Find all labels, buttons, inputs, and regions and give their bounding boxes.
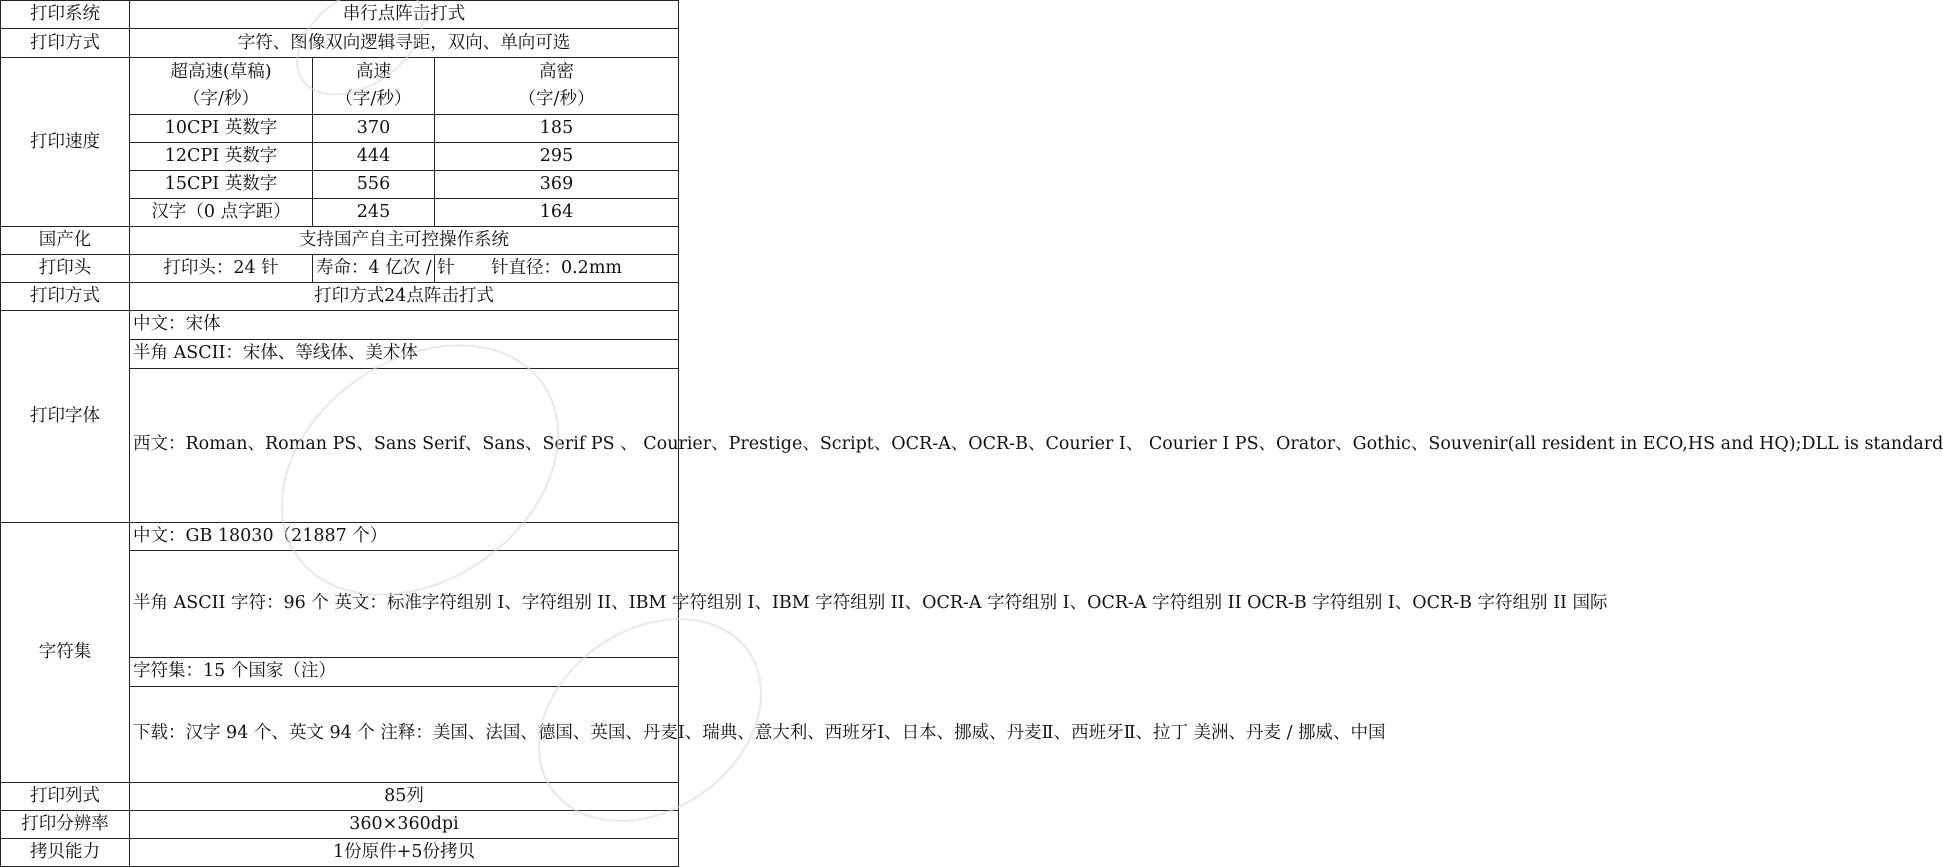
speed-row-name: 15CPI 英数字 — [130, 171, 313, 199]
row-head — [1, 255, 679, 283]
label-system: 打印系统 — [1, 1, 130, 29]
row-speed-header — [1, 58, 679, 115]
label-copy: 拷贝能力 — [1, 838, 130, 866]
label-localization: 国产化 — [1, 227, 130, 255]
speed-header-high-title: 高速 — [356, 62, 391, 82]
speed-row-dense: 369 — [435, 171, 679, 199]
row-resolution — [1, 810, 679, 838]
charset-ascii: 半角 ASCII 字符：96 个 英文：标准字符组别 I、字符组别 II、IBM 字符组别 I、IBM 字符组别 II、OCR-A 字符组别 I、OCR-A 字符组别 II OCR-B 字符组别 I、OCR-B 字符组别 II 国际 — [130, 551, 679, 658]
speed-header-high — [313, 58, 435, 115]
value-head-diameter: 针直径：0.2mm — [435, 255, 679, 283]
speed-row-high: 556 — [313, 171, 435, 199]
speed-header-high-unit: （字/秒） — [335, 89, 412, 109]
label-head: 打印头 — [1, 255, 130, 283]
label-columns: 打印列式 — [1, 782, 130, 810]
value-mode: 字符、图像双向逻辑寻距，双向、单向可选 — [130, 29, 679, 58]
value-mode2: 打印方式24点阵击打式 — [130, 283, 679, 311]
speed-header-draft-unit: （字/秒） — [183, 89, 259, 109]
value-localization: 支持国产自主可控操作系统 — [130, 227, 679, 255]
row-fonts-chinese — [1, 311, 679, 340]
label-speed: 打印速度 — [1, 58, 130, 227]
speed-row-dense: 295 — [435, 143, 679, 171]
row-mode2 — [1, 283, 679, 311]
label-resolution: 打印分辨率 — [1, 810, 130, 838]
speed-row-high: 245 — [313, 199, 435, 227]
charset-countries: 字符集：15 个国家（注） — [130, 658, 679, 687]
row-mode — [1, 29, 679, 58]
speed-header-draft — [130, 58, 313, 115]
label-fonts: 打印字体 — [1, 311, 130, 523]
fonts-western: 西文：Roman、Roman PS、Sans Serif、Sans、Serif PS 、 Courier、Prestige、Script、OCR-A、OCR-B、Courier I、 Courier I PS、Orator、Gothic、Souvenir(all resident in ECO,HS and HQ);DLL is standard — [130, 368, 679, 522]
row-system — [1, 1, 679, 29]
speed-header-dense-title: 高密 — [539, 62, 574, 82]
speed-row-name: 12CPI 英数字 — [130, 143, 313, 171]
speed-row-name: 10CPI 英数字 — [130, 115, 313, 143]
speed-row-high: 370 — [313, 115, 435, 143]
label-mode2: 打印方式 — [1, 283, 130, 311]
speed-header-dense — [435, 58, 679, 115]
speed-row-name: 汉字（0 点字距） — [130, 199, 313, 227]
label-mode: 打印方式 — [1, 29, 130, 58]
speed-header-dense-unit: （字/秒） — [518, 89, 595, 109]
charset-download: 下载：汉字 94 个、英文 94 个 注释：美国、法国、德国、英国、丹麦Ⅰ、瑞典、意大利、西班牙Ⅰ、日本、挪威、丹麦Ⅱ、西班牙Ⅱ、拉丁 美洲、丹麦 / 挪威、中国 — [130, 686, 679, 782]
speed-row-high: 444 — [313, 143, 435, 171]
charset-chinese: 中文：GB 18030（21887 个） — [130, 522, 679, 551]
row-charset-chinese — [1, 522, 679, 551]
fonts-chinese: 中文：宋体 — [130, 311, 679, 340]
speed-row-dense: 185 — [435, 115, 679, 143]
row-copy — [1, 838, 679, 866]
speed-header-draft-title: 超高速(草稿) — [170, 62, 272, 82]
value-copy: 1份原件+5份拷贝 — [130, 838, 679, 866]
fonts-ascii: 半角 ASCII：宋体、等线体、美术体 — [130, 339, 679, 368]
value-system: 串行点阵击打式 — [130, 1, 679, 29]
label-charset: 字符集 — [1, 522, 130, 782]
value-columns: 85列 — [130, 782, 679, 810]
row-localization — [1, 227, 679, 255]
value-resolution: 360×360dpi — [130, 810, 679, 838]
speed-row-dense: 164 — [435, 199, 679, 227]
value-head-pins: 打印头：24 针 — [130, 255, 313, 283]
row-columns — [1, 782, 679, 810]
value-head-life: 寿命：4 亿次 / 针 — [313, 255, 435, 283]
